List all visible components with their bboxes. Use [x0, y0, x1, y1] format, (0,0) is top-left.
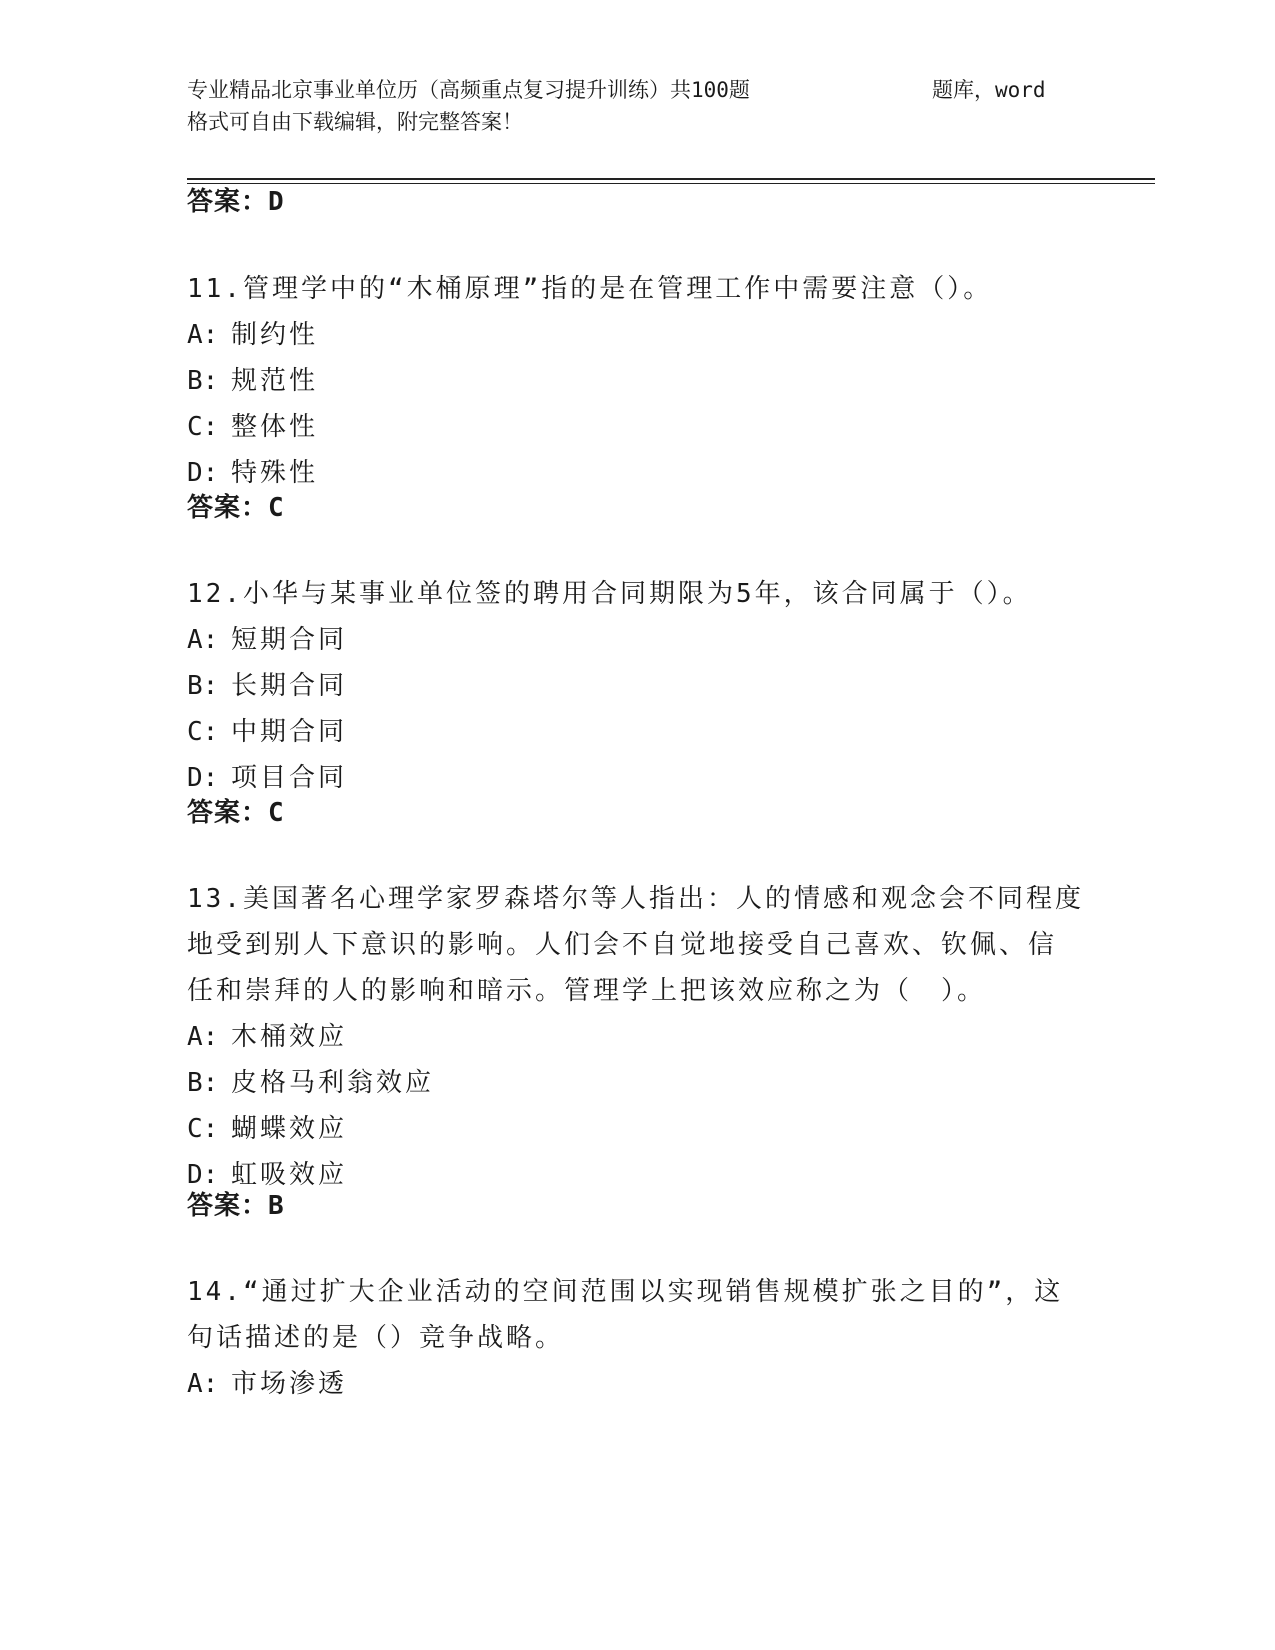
option-b [187, 1060, 1087, 1106]
option-text: 虹吸效应 [231, 1160, 348, 1190]
question-12 [187, 571, 1087, 801]
option-key: A: [187, 320, 219, 350]
question-14 [187, 1269, 1087, 1407]
option-key: A: [187, 625, 219, 655]
question-text: 14.“通过扩大企业活动的空间范围以实现销售规模扩张之目的”，这 [187, 1277, 1064, 1307]
header-subtitle: 格式可自由下载编辑，附完整答案！ [187, 110, 523, 134]
option-text: 长期合同 [231, 671, 348, 701]
option-key: C: [187, 1114, 219, 1144]
document-header [187, 74, 1067, 138]
option-text: 特殊性 [231, 458, 319, 488]
question-13 [187, 876, 1087, 1198]
option-key: C: [187, 412, 219, 442]
option-key: A: [187, 1022, 219, 1052]
option-text: 蝴蝶效应 [231, 1114, 348, 1144]
option-a [187, 1014, 1087, 1060]
header-title-suffix: 题库，word [932, 78, 1046, 102]
option-key: D: [187, 1160, 219, 1190]
option-text: 规范性 [231, 366, 319, 396]
option-b [187, 663, 1087, 709]
question-text: 任和崇拜的人的影响和暗示。管理学上把该效应称之为（ ）。 [187, 976, 987, 1006]
header-divider-thin [187, 183, 1155, 184]
option-c [187, 709, 1087, 755]
option-a [187, 312, 1087, 358]
option-c [187, 404, 1087, 450]
question-text: 13.美国著名心理学家罗森塔尔等人指出：人的情感和观念会不同程度 [187, 884, 1084, 914]
option-key: D: [187, 458, 219, 488]
option-d [187, 450, 1087, 496]
answer-line: 答案：C [187, 798, 285, 828]
option-key: D: [187, 763, 219, 793]
question-text: 11.管理学中的“木桶原理”指的是在管理工作中需要注意（）。 [187, 274, 993, 304]
option-key: B: [187, 671, 219, 701]
option-text: 市场渗透 [231, 1369, 348, 1399]
header-divider-thick [187, 178, 1155, 180]
question-text: 地受到别人下意识的影响。人们会不自觉地接受自己喜欢、钦佩、信 [187, 930, 1058, 960]
option-key: A: [187, 1369, 219, 1399]
option-key: B: [187, 1068, 219, 1098]
option-text: 短期合同 [231, 625, 348, 655]
option-text: 制约性 [231, 320, 319, 350]
question-text: 句话描述的是（）竞争战略。 [187, 1323, 565, 1353]
question-text: 12.小华与某事业单位签的聘用合同期限为5年，该合同属于（）。 [187, 579, 1032, 609]
option-text: 木桶效应 [231, 1022, 348, 1052]
option-key: C: [187, 717, 219, 747]
option-text: 皮格马利翁效应 [231, 1068, 435, 1098]
option-text: 中期合同 [231, 717, 348, 747]
header-title: 专业精品北京事业单位历（高频重点复习提升训练）共100题 [187, 78, 750, 102]
option-c [187, 1106, 1087, 1152]
question-11 [187, 266, 1087, 496]
answer-line: 答案：B [187, 1191, 285, 1221]
header-line-2 [187, 106, 1067, 138]
option-text: 项目合同 [231, 763, 348, 793]
option-a [187, 617, 1087, 663]
option-text: 整体性 [231, 412, 319, 442]
option-key: B: [187, 366, 219, 396]
option-a [187, 1361, 1087, 1407]
answer-line: 答案：D [187, 187, 285, 217]
answer-line: 答案：C [187, 493, 285, 523]
option-d [187, 755, 1087, 801]
option-b [187, 358, 1087, 404]
header-line-1 [187, 74, 1067, 106]
